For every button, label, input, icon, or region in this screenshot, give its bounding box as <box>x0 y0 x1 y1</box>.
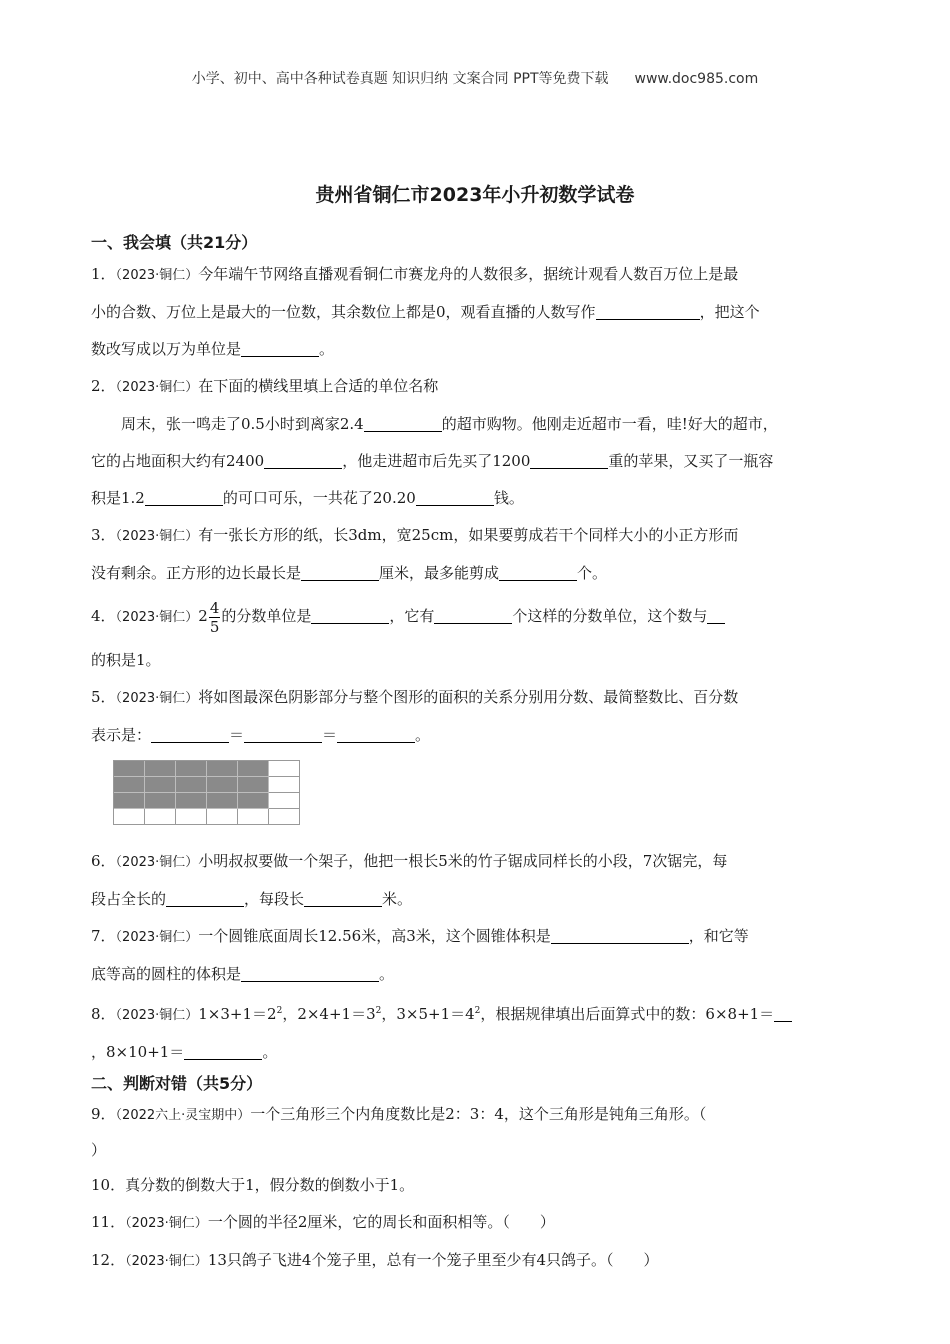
grid-cell-shaded <box>114 793 145 809</box>
question-source: （2023·铜仁） <box>115 1008 199 1023</box>
answer-blank[interactable] <box>551 925 689 944</box>
question-source: （2023·铜仁） <box>115 268 199 283</box>
question-number: 6． <box>91 852 116 870</box>
grid-cell-shaded <box>207 793 238 809</box>
answer-blank[interactable] <box>364 413 442 432</box>
question-text: ，8×10+1＝ <box>91 1043 185 1061</box>
question-9 <box>91 1097 866 1167</box>
question-text: 个这样的分数单位，这个数与 <box>512 607 708 625</box>
section-heading-judge: 二、判断对错（共5分） <box>91 1074 263 1093</box>
grid-cell <box>176 809 207 825</box>
question-2 <box>91 368 866 517</box>
answer-blank[interactable] <box>707 605 725 624</box>
answer-parenthesis[interactable]: ） <box>91 1141 107 1159</box>
question-text: 。 <box>415 726 431 744</box>
answer-blank[interactable] <box>530 450 608 469</box>
question-text: 一个三角形三个内角度数比是2：3：4，这个三角形是钝角三角形。（ <box>250 1105 707 1123</box>
question-text: 有一张长方形的纸，长3dm，宽25cm，如果要剪成若干个同样大小的小正方形而 <box>198 526 739 544</box>
grid-cell-shaded <box>238 761 269 777</box>
question-text: 真分数的倒数大于1，假分数的倒数小于1。 <box>125 1176 415 1194</box>
answer-blank[interactable] <box>301 562 379 581</box>
grid-cell-shaded <box>176 761 207 777</box>
question-6 <box>91 843 866 918</box>
answer-blank[interactable] <box>241 963 379 982</box>
header-site-link[interactable]: www.doc985.com <box>634 71 759 87</box>
question-text: 小的合数、万位上是最大的一位数，其余数位上都是0，观看直播的人数写作 <box>91 303 596 321</box>
question-text: ，每段长 <box>244 890 305 908</box>
question-text: 一个圆锥底面周长12.56米，高3米，这个圆锥体积是 <box>198 927 551 945</box>
question-text: 在下面的横线里填上合适的单位名称 <box>198 377 439 395</box>
question-source: （2022六上·灵宝期中） <box>115 1108 251 1123</box>
answer-blank[interactable] <box>244 724 322 743</box>
question-text: 。 <box>262 1043 278 1061</box>
question-text: 13只鸽子飞进4个笼子里，总有一个笼子里至少有4只鸽子。（ ） <box>207 1251 659 1269</box>
question-12 <box>91 1242 866 1280</box>
grid-cell <box>207 809 238 825</box>
question-1 <box>91 256 866 368</box>
answer-blank[interactable] <box>145 487 223 506</box>
grid-cell <box>269 761 300 777</box>
answer-blank[interactable] <box>416 487 494 506</box>
exponent: 2 <box>276 1006 283 1016</box>
grid-cell <box>114 809 145 825</box>
answer-blank[interactable] <box>184 1041 262 1060</box>
section-heading-fill: 一、我会填（共21分） <box>91 233 258 252</box>
question-text: 的超市购物。他刚走近超市一看，哇!好大的超市， <box>441 415 778 433</box>
question-source: （2023·铜仁） <box>125 1216 208 1231</box>
grid-cell-shaded <box>238 777 269 793</box>
question-text: 重的苹果，又买了一瓶容 <box>608 452 774 470</box>
question-3 <box>91 517 866 592</box>
question-text: 的分数单位是 <box>221 607 312 625</box>
grid-cell-shaded <box>207 777 238 793</box>
grid-cell-shaded <box>114 761 145 777</box>
equals-sign: ＝ <box>229 726 245 744</box>
question-text: 将如图最深色阴影部分与整个图形的面积的关系分别用分数、最简整数比、百分数 <box>198 688 739 706</box>
fraction-denominator: 5 <box>209 617 220 636</box>
question-text: 数改写成以万为单位是 <box>91 340 242 358</box>
question-number: 7． <box>91 927 116 945</box>
grid-cell-shaded <box>114 777 145 793</box>
question-text: 钱。 <box>493 489 524 507</box>
question-number: 4． <box>91 607 116 625</box>
answer-blank[interactable] <box>241 338 319 357</box>
question-8 <box>91 993 866 1071</box>
equals-sign: ＝ <box>322 726 338 744</box>
question-text: ，根据规律填出后面算式中的数：6×8+1＝ <box>480 1005 775 1023</box>
grid-cell <box>269 793 300 809</box>
question-text: 表示是： <box>91 726 152 744</box>
question-number: 12． <box>91 1251 126 1269</box>
answer-blank[interactable] <box>264 450 342 469</box>
header-text: 小学、初中、高中各种试卷真题 知识归纳 文案合同 PPT等免费下载 <box>191 71 609 87</box>
fraction-numerator: 4 <box>209 598 220 617</box>
grid-cell <box>269 809 300 825</box>
question-5 <box>91 679 866 825</box>
question-text: ，把这个 <box>699 303 760 321</box>
question-7 <box>91 918 866 993</box>
question-number: 10． <box>91 1176 126 1194</box>
question-source: （2023·铜仁） <box>115 380 199 395</box>
question-source: （2023·铜仁） <box>115 529 199 544</box>
grid-cell-shaded <box>145 761 176 777</box>
answer-blank[interactable] <box>774 1003 792 1022</box>
question-text: 的可口可乐，一共花了20.20 <box>222 489 416 507</box>
question-text: 个。 <box>577 564 608 582</box>
grid-cell-shaded <box>176 793 207 809</box>
question-source: （2023·铜仁） <box>115 610 199 625</box>
exponent: 2 <box>474 1006 481 1016</box>
question-number: 1． <box>91 265 116 283</box>
answer-blank[interactable] <box>151 724 229 743</box>
question-text: ，他走进超市后先买了1200 <box>342 452 531 470</box>
exam-content <box>91 230 866 1280</box>
answer-blank[interactable] <box>434 605 512 624</box>
question-text: 米。 <box>382 890 413 908</box>
answer-blank[interactable] <box>337 724 415 743</box>
question-text: ，2×4+1＝3 <box>282 1005 376 1023</box>
question-text: 没有剩余。正方形的边长最长是 <box>91 564 302 582</box>
question-text: 小明叔叔要做一个架子，他把一根长5米的竹子锯成同样长的小段，7次锯完，每 <box>198 852 728 870</box>
grid-cell <box>238 809 269 825</box>
question-4 <box>91 592 866 679</box>
question-text: 周末，张一鸣走了0.5小时到离家2.4 <box>121 415 364 433</box>
question-number: 5． <box>91 688 116 706</box>
question-source: （2023·铜仁） <box>115 855 199 870</box>
question-number: 8． <box>91 1005 116 1023</box>
answer-blank[interactable] <box>596 301 700 320</box>
question-text: 它的占地面积大约有2400 <box>91 452 265 470</box>
grid-cell-shaded <box>145 777 176 793</box>
grid-cell <box>269 777 300 793</box>
grid-cell-shaded <box>238 793 269 809</box>
question-text: 底等高的圆柱的体积是 <box>91 965 242 983</box>
question-10 <box>91 1167 866 1204</box>
grid-cell-shaded <box>176 777 207 793</box>
question-source: （2023·铜仁） <box>115 930 199 945</box>
grid-cell-shaded <box>145 793 176 809</box>
question-text: 段占全长的 <box>91 890 167 908</box>
answer-blank[interactable] <box>166 888 244 907</box>
answer-blank[interactable] <box>499 562 577 581</box>
answer-blank[interactable] <box>311 605 389 624</box>
question-text: 今年端午节网络直播观看铜仁市赛龙舟的人数很多，据统计观看人数百万位上是最 <box>198 265 739 283</box>
question-text: ，和它等 <box>688 927 749 945</box>
question-text: 积是1.2 <box>91 489 145 507</box>
question-text: 。 <box>319 340 335 358</box>
question-text: 1×3+1＝2 <box>198 1005 277 1023</box>
question-number: 11． <box>91 1213 126 1231</box>
question-text: 厘米，最多能剪成 <box>379 564 500 582</box>
question-number: 9． <box>91 1105 116 1123</box>
page-header <box>0 68 950 88</box>
question-text: 一个圆的半径2厘米，它的周长和面积相等。（ ） <box>207 1213 555 1231</box>
question-number: 3． <box>91 526 116 544</box>
exponent: 2 <box>375 1006 382 1016</box>
question-text: ，它有 <box>389 607 435 625</box>
question-text: 。 <box>379 965 395 983</box>
question-text: 的积是1。 <box>91 651 161 669</box>
question-text: ，3×5+1＝4 <box>381 1005 475 1023</box>
answer-blank[interactable] <box>304 888 382 907</box>
question-11 <box>91 1204 866 1242</box>
question-source: （2023·铜仁） <box>125 1254 208 1269</box>
grid-cell-shaded <box>207 761 238 777</box>
fraction <box>209 599 221 636</box>
mixed-number-whole: 2 <box>198 607 208 625</box>
grid-cell <box>145 809 176 825</box>
question-number: 2． <box>91 377 116 395</box>
question-source: （2023·铜仁） <box>115 691 199 706</box>
page-title: 贵州省铜仁市2023年小升初数学试卷 <box>315 184 635 206</box>
shaded-grid-figure <box>113 760 300 825</box>
